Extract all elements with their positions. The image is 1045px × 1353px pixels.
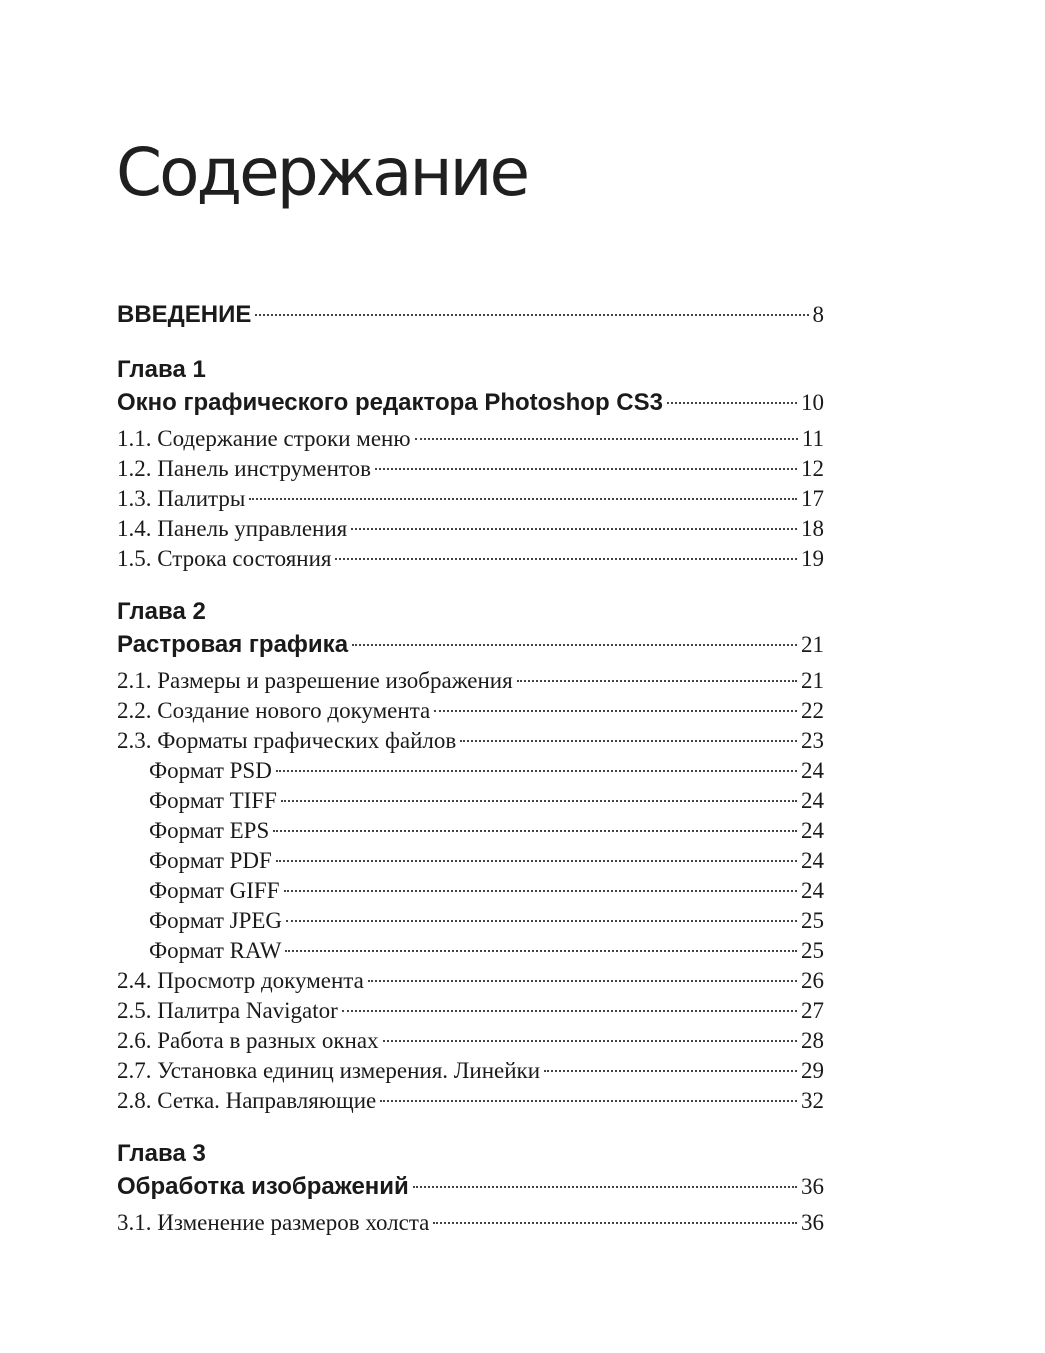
chapter-title: Окно графического редактора Photoshop CS3	[117, 389, 663, 416]
toc-entry[interactable]	[117, 726, 824, 756]
toc-leader-dots	[351, 528, 797, 530]
toc-entry-label: 1.4. Панель управления	[117, 516, 348, 541]
toc-leader-dots	[433, 1222, 797, 1224]
toc-subentry[interactable]	[117, 876, 824, 906]
chapter-label: Глава 3	[117, 1140, 206, 1167]
toc-entry-label: 1.1. Содержание строки меню	[117, 426, 411, 451]
toc-page-number: 36	[801, 1174, 824, 1199]
toc-page-number: 23	[801, 728, 824, 753]
toc-subentry[interactable]	[117, 786, 824, 816]
toc-intro-entry[interactable]	[117, 298, 824, 332]
toc-page-number: 8	[812, 302, 824, 327]
toc-page-number: 25	[801, 908, 824, 933]
toc-leader-dots	[335, 558, 797, 560]
toc-entry-label: 1.3. Палитры	[117, 486, 246, 511]
toc-leader-dots	[368, 980, 797, 982]
toc-page-number: 11	[801, 426, 824, 451]
chapter-title-entry[interactable]	[117, 628, 824, 662]
toc-page-number: 10	[801, 390, 824, 415]
toc-entry-label: 1.5. Строка состояния	[117, 546, 332, 571]
toc-entry-label: 2.2. Создание нового документа	[117, 698, 431, 723]
toc-leader-dots	[342, 1010, 797, 1012]
chapter-title: Обработка изображений	[117, 1173, 409, 1200]
toc-leader-dots	[544, 1070, 797, 1072]
toc-page-number: 24	[801, 758, 824, 783]
toc-entry-label: Формат RAW	[149, 938, 282, 963]
toc-leader-dots	[255, 314, 808, 316]
toc-entry[interactable]	[117, 1208, 824, 1238]
toc-subentry[interactable]	[117, 936, 824, 966]
toc-intro-label: ВВЕДЕНИЕ	[117, 301, 252, 328]
toc-page-number: 21	[801, 632, 824, 657]
toc-entry[interactable]	[117, 544, 824, 574]
toc-page-number: 24	[801, 788, 824, 813]
toc-leader-dots	[352, 644, 797, 646]
page-title: Содержание	[116, 134, 528, 211]
toc-page-number: 17	[801, 486, 824, 511]
toc-page-number: 24	[801, 878, 824, 903]
toc-page-number: 18	[801, 516, 824, 541]
table-of-contents	[117, 298, 824, 1238]
toc-entry-label: 3.1. Изменение размеров холста	[117, 1210, 430, 1235]
toc-page-number: 19	[801, 546, 824, 571]
toc-leader-dots	[375, 468, 797, 470]
toc-leader-dots	[667, 402, 797, 404]
toc-entry[interactable]	[117, 1056, 824, 1086]
toc-leader-dots	[415, 438, 798, 440]
toc-entry[interactable]	[117, 966, 824, 996]
toc-entry[interactable]	[117, 666, 824, 696]
toc-entry[interactable]	[117, 424, 824, 454]
toc-leader-dots	[284, 890, 798, 892]
toc-entry-label: 2.1. Размеры и разрешение изображения	[117, 668, 513, 693]
toc-entry[interactable]	[117, 1086, 824, 1116]
toc-subentry[interactable]	[117, 846, 824, 876]
toc-entry-label: Формат GIFF	[149, 878, 280, 903]
toc-page-number: 29	[801, 1058, 824, 1083]
toc-page-number: 36	[801, 1210, 824, 1235]
toc-leader-dots	[276, 770, 797, 772]
toc-subentry[interactable]	[117, 816, 824, 846]
toc-entry-label: 2.3. Форматы графических файлов	[117, 728, 457, 753]
toc-leader-dots	[434, 710, 797, 712]
chapter-title-entry[interactable]	[117, 386, 824, 420]
toc-entry[interactable]	[117, 454, 824, 484]
toc-entry-label: Формат EPS	[149, 818, 270, 843]
toc-leader-dots	[285, 950, 797, 952]
chapter-label: Глава 2	[117, 598, 206, 625]
toc-entry-label: Формат PSD	[149, 758, 272, 783]
toc-page-number: 26	[801, 968, 824, 993]
toc-page-number: 12	[801, 456, 824, 481]
toc-entry-label: Формат PDF	[149, 848, 272, 873]
toc-leader-dots	[276, 860, 797, 862]
toc-subentry[interactable]	[117, 756, 824, 786]
toc-entry-label: Формат TIFF	[149, 788, 277, 813]
toc-entry-label: 2.8. Сетка. Направляющие	[117, 1088, 377, 1113]
toc-page-number: 27	[801, 998, 824, 1023]
toc-leader-dots	[281, 800, 797, 802]
toc-leader-dots	[249, 498, 797, 500]
toc-entry[interactable]	[117, 514, 824, 544]
toc-entry-label: 2.6. Работа в разных окнах	[117, 1028, 379, 1053]
toc-entry[interactable]	[117, 696, 824, 726]
chapter-label: Глава 1	[117, 356, 206, 383]
toc-leader-dots	[273, 830, 797, 832]
toc-entry-label: Формат JPEG	[149, 908, 283, 933]
toc-entry[interactable]	[117, 484, 824, 514]
toc-page-number: 21	[801, 668, 824, 693]
chapter-title-entry[interactable]	[117, 1170, 824, 1204]
toc-leader-dots	[383, 1040, 797, 1042]
toc-leader-dots	[460, 740, 797, 742]
toc-entry[interactable]	[117, 996, 824, 1026]
toc-page-number: 28	[801, 1028, 824, 1053]
toc-entry-label: 1.2. Панель инструментов	[117, 456, 372, 481]
toc-entry[interactable]	[117, 1026, 824, 1056]
chapter-title: Растровая графика	[117, 631, 349, 658]
toc-leader-dots	[286, 920, 797, 922]
toc-entry-label: 2.7. Установка единиц измерения. Линейки	[117, 1058, 541, 1083]
toc-page-number: 24	[801, 818, 824, 843]
toc-page-number: 25	[801, 938, 824, 963]
toc-leader-dots	[413, 1186, 797, 1188]
toc-subentry[interactable]	[117, 906, 824, 936]
toc-entry-label: 2.4. Просмотр документа	[117, 968, 364, 993]
toc-leader-dots	[380, 1100, 797, 1102]
toc-page-number: 32	[801, 1088, 824, 1113]
toc-page-number: 22	[801, 698, 824, 723]
toc-leader-dots	[517, 680, 797, 682]
toc-entry-label: 2.5. Палитра Navigator	[117, 998, 338, 1023]
toc-page-number: 24	[801, 848, 824, 873]
